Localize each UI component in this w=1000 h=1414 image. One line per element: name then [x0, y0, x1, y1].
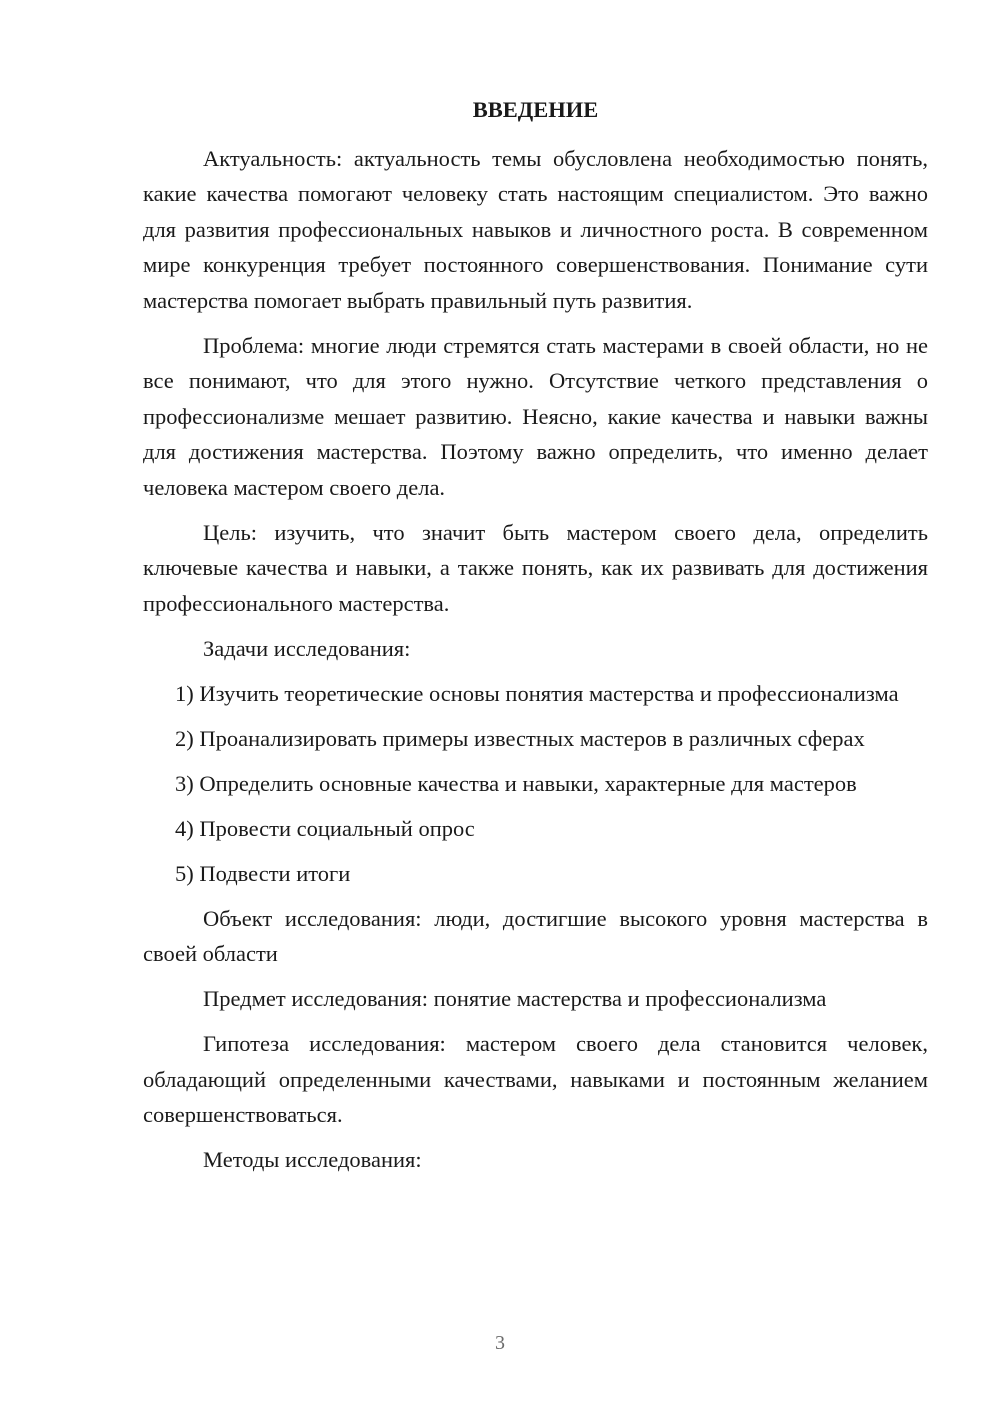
- task-item-1: 1) Изучить теоретические основы понятия мастерства и профессионализма: [175, 680, 899, 706]
- task-item-3: 3) Определить основные качества и навыки, характерные для мастеров: [175, 770, 857, 796]
- methods-heading: Методы исследования:: [203, 1147, 422, 1172]
- hypothesis-paragraph: Гипотеза исследования: мастером своего дела становится человек, обладающий определенными качествами, навыками и постоянным желанием совершенствоваться.: [143, 1031, 928, 1127]
- page-number: 3: [495, 1332, 505, 1354]
- subject-paragraph: Предмет исследования: понятие мастерства и профессионализма: [203, 986, 827, 1011]
- relevance-paragraph: Актуальность: актуальность темы обусловлена необходимостью понять, какие качества помогают человеку стать настоящим специалистом. Это важно для развития профессиональных навыков и личностного роста. В современном мире конкуренция требует постоянного совершенствования. Понимание сути мастерства помогает выбрать правильный путь развития.: [143, 145, 928, 313]
- tasks-heading: Задачи исследования:: [203, 635, 411, 661]
- task-item-2: 2) Проанализировать примеры известных мастеров в различных сферах: [175, 725, 865, 751]
- document-body: [143, 92, 928, 1187]
- task-item-5: 5) Подвести итоги: [175, 860, 351, 886]
- goal-paragraph: Цель: изучить, что значит быть мастером своего дела, определить ключевые качества и навыки, а также понять, как их развивать для достижения профессионального мастерства.: [143, 519, 928, 616]
- object-paragraph: Объект исследования: люди, достигшие высокого уровня мастерства в своей области: [143, 905, 928, 966]
- section-title: ВВЕДЕНИЕ: [472, 97, 599, 122]
- problem-paragraph: Проблема: многие люди стремятся стать мастерами в своей области, но не все понимают, что для этого нужно. Отсутствие четкого представления о профессионализме мешает развитию. Неясно, какие качества и навыки важны для достижения мастерства. Поэтому важно определить, что именно делает человека мастером своего дела.: [143, 332, 928, 500]
- task-item-4: 4) Провести социальный опрос: [175, 815, 475, 841]
